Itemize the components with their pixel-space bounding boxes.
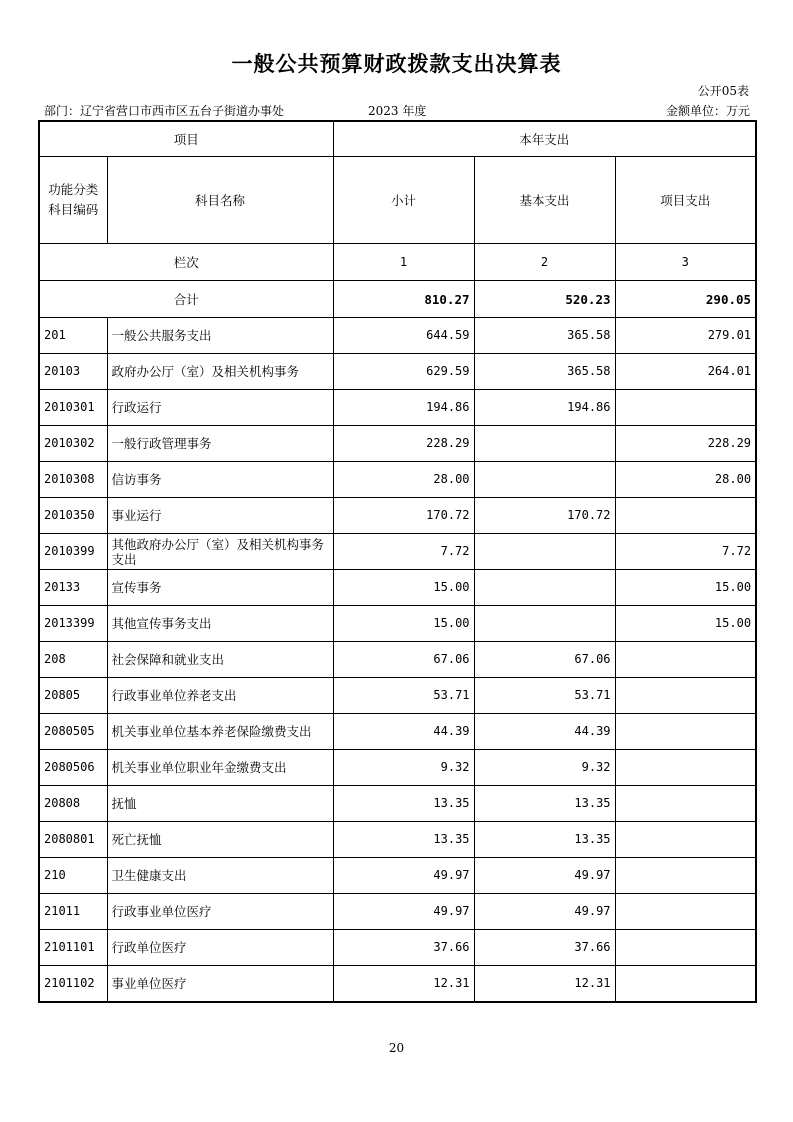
row-basic (474, 570, 615, 606)
row-code: 210 (39, 858, 107, 894)
header-basic: 基本支出 (474, 157, 615, 244)
total-row (39, 281, 756, 318)
row-project: 264.01 (615, 354, 756, 390)
table-row (39, 426, 756, 462)
table-row (39, 966, 756, 1003)
row-subject-name: 一般公共服务支出 (107, 318, 333, 354)
row-code: 20103 (39, 354, 107, 390)
row-project (615, 498, 756, 534)
row-code: 201 (39, 318, 107, 354)
row-project: 28.00 (615, 462, 756, 498)
table-row (39, 714, 756, 750)
row-basic: 49.97 (474, 894, 615, 930)
row-code: 2010301 (39, 390, 107, 426)
row-code: 2080506 (39, 750, 107, 786)
row-code: 208 (39, 642, 107, 678)
row-basic: 365.58 (474, 318, 615, 354)
table-row (39, 534, 756, 570)
row-subtotal: 67.06 (333, 642, 474, 678)
table-row (39, 750, 756, 786)
row-subtotal: 9.32 (333, 750, 474, 786)
header-col-2: 2 (474, 244, 615, 281)
row-subtotal: 15.00 (333, 570, 474, 606)
row-basic (474, 534, 615, 570)
row-code: 2101102 (39, 966, 107, 1003)
row-project (615, 822, 756, 858)
row-subtotal: 37.66 (333, 930, 474, 966)
header-col-1: 1 (333, 244, 474, 281)
row-project (615, 390, 756, 426)
row-code: 2010399 (39, 534, 107, 570)
table-row (39, 390, 756, 426)
row-subtotal: 49.97 (333, 894, 474, 930)
row-subject-name: 社会保障和就业支出 (107, 642, 333, 678)
row-code: 2010302 (39, 426, 107, 462)
row-code: 2010350 (39, 498, 107, 534)
row-subject-name: 其他政府办公厅（室）及相关机构事务支出 (107, 534, 333, 570)
row-basic: 9.32 (474, 750, 615, 786)
table-row (39, 606, 756, 642)
row-subject-name: 事业运行 (107, 498, 333, 534)
table-row (39, 570, 756, 606)
table-row (39, 894, 756, 930)
row-subject-name: 一般行政管理事务 (107, 426, 333, 462)
row-subject-name: 信访事务 (107, 462, 333, 498)
total-subtotal: 810.27 (333, 281, 474, 318)
row-subject-name: 卫生健康支出 (107, 858, 333, 894)
table-row (39, 822, 756, 858)
row-code: 20805 (39, 678, 107, 714)
row-basic (474, 426, 615, 462)
department-label: 部门：辽宁省营口市西市区五台子街道办事处 (44, 104, 285, 118)
row-project (615, 714, 756, 750)
header-subtotal: 小计 (333, 157, 474, 244)
row-project (615, 966, 756, 1003)
row-subtotal: 7.72 (333, 534, 474, 570)
row-subtotal: 13.35 (333, 786, 474, 822)
row-project: 7.72 (615, 534, 756, 570)
row-code: 21011 (39, 894, 107, 930)
row-subtotal: 49.97 (333, 858, 474, 894)
row-subtotal: 644.59 (333, 318, 474, 354)
row-subject-name: 机关事业单位职业年金缴费支出 (107, 750, 333, 786)
total-project: 290.05 (615, 281, 756, 318)
page-title: 一般公共预算财政拨款支出决算表 (231, 52, 562, 76)
table-row (39, 678, 756, 714)
row-code: 2013399 (39, 606, 107, 642)
row-project: 15.00 (615, 606, 756, 642)
row-code: 20133 (39, 570, 107, 606)
table-row (39, 462, 756, 498)
row-subject-name: 机关事业单位基本养老保险缴费支出 (107, 714, 333, 750)
header-code (39, 157, 107, 244)
row-subject-name: 行政运行 (107, 390, 333, 426)
table-row (39, 858, 756, 894)
row-basic: 194.86 (474, 390, 615, 426)
header-row-1 (39, 121, 756, 157)
row-subject-name: 宣传事务 (107, 570, 333, 606)
header-row-2 (39, 157, 756, 244)
row-subtotal: 629.59 (333, 354, 474, 390)
table-row (39, 354, 756, 390)
expense-table (38, 120, 757, 1003)
row-basic: 170.72 (474, 498, 615, 534)
total-basic: 520.23 (474, 281, 615, 318)
row-project: 279.01 (615, 318, 756, 354)
table-row (39, 930, 756, 966)
row-subject-name: 行政单位医疗 (107, 930, 333, 966)
row-basic (474, 462, 615, 498)
form-number: 公开05表 (697, 84, 749, 98)
row-code: 2101101 (39, 930, 107, 966)
row-project (615, 750, 756, 786)
meta-row (44, 102, 750, 118)
row-basic: 365.58 (474, 354, 615, 390)
row-subject-name: 死亡抚恤 (107, 822, 333, 858)
row-subtotal: 53.71 (333, 678, 474, 714)
year-label: 2023 年度 (368, 104, 427, 118)
table-row (39, 786, 756, 822)
row-project: 228.29 (615, 426, 756, 462)
row-basic: 44.39 (474, 714, 615, 750)
unit-label: 金额单位：万元 (665, 104, 750, 118)
header-column-index: 栏次 (39, 244, 333, 281)
header-row-index (39, 244, 756, 281)
row-basic: 67.06 (474, 642, 615, 678)
table-row (39, 498, 756, 534)
row-subject-name: 行政事业单位养老支出 (107, 678, 333, 714)
row-project (615, 894, 756, 930)
row-subject-name: 政府办公厅（室）及相关机构事务 (107, 354, 333, 390)
row-subtotal: 170.72 (333, 498, 474, 534)
row-subtotal: 13.35 (333, 822, 474, 858)
header-subject-name: 科目名称 (107, 157, 333, 244)
row-code: 2080801 (39, 822, 107, 858)
row-project (615, 858, 756, 894)
row-basic: 37.66 (474, 930, 615, 966)
row-subject-name: 事业单位医疗 (107, 966, 333, 1003)
row-basic: 49.97 (474, 858, 615, 894)
row-subtotal: 44.39 (333, 714, 474, 750)
row-project (615, 642, 756, 678)
page-number: 20 (388, 1041, 405, 1055)
row-subtotal: 15.00 (333, 606, 474, 642)
table-row (39, 642, 756, 678)
row-subject-name: 抚恤 (107, 786, 333, 822)
row-code: 20808 (39, 786, 107, 822)
row-subtotal: 28.00 (333, 462, 474, 498)
row-code: 2080505 (39, 714, 107, 750)
row-subtotal: 228.29 (333, 426, 474, 462)
row-subject-name: 其他宣传事务支出 (107, 606, 333, 642)
row-basic: 12.31 (474, 966, 615, 1003)
header-col-3: 3 (615, 244, 756, 281)
header-code-text: 功能分类科目编码 (48, 182, 99, 217)
row-project (615, 678, 756, 714)
row-subject-name: 行政事业单位医疗 (107, 894, 333, 930)
row-project: 15.00 (615, 570, 756, 606)
table-row (39, 318, 756, 354)
total-label: 合计 (39, 281, 333, 318)
row-basic (474, 606, 615, 642)
header-current-year-expense: 本年支出 (333, 121, 756, 157)
row-basic: 13.35 (474, 786, 615, 822)
row-basic: 53.71 (474, 678, 615, 714)
row-code: 2010308 (39, 462, 107, 498)
row-project (615, 786, 756, 822)
row-project (615, 930, 756, 966)
header-item: 项目 (39, 121, 333, 157)
row-basic: 13.35 (474, 822, 615, 858)
row-subtotal: 194.86 (333, 390, 474, 426)
header-project: 项目支出 (615, 157, 756, 244)
row-subtotal: 12.31 (333, 966, 474, 1003)
